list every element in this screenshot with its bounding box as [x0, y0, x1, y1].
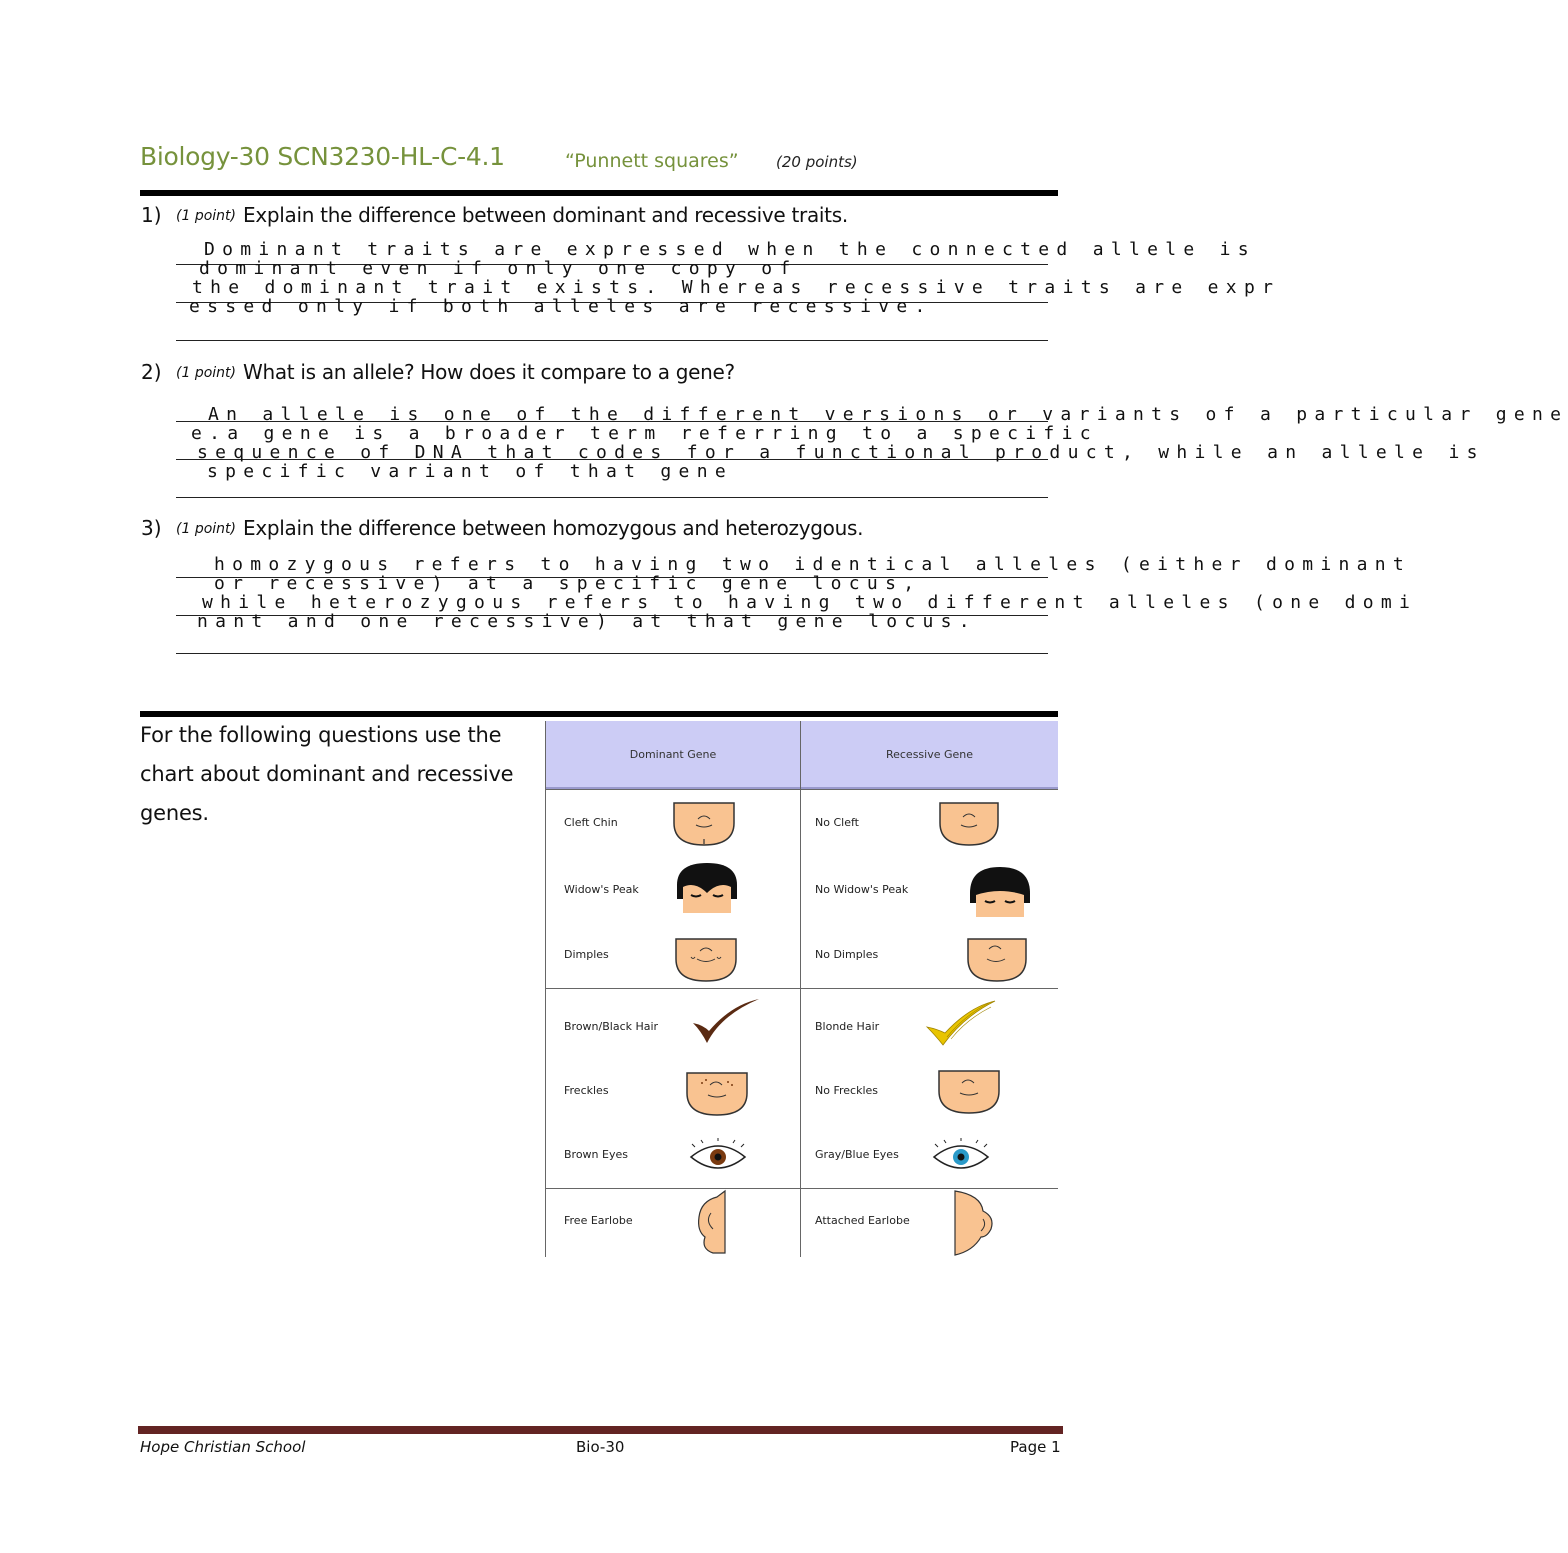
no-cleft-face-icon	[937, 801, 1001, 847]
header-rule	[140, 190, 1058, 196]
question-2-answer-line-1[interactable]: An allele is one of the different versions or variants of a particular gene	[208, 404, 1568, 425]
question-2-number: 2)	[141, 360, 162, 384]
question-1-text: Explain the difference between dominant and recessive traits.	[243, 203, 848, 227]
chart-divider	[545, 988, 1058, 989]
no-dimples-face-icon	[965, 937, 1029, 983]
footer-rule	[138, 1426, 1063, 1434]
answer-line	[176, 340, 1048, 341]
trait-dimples: Dimples	[564, 948, 609, 961]
question-1-answer-line-1[interactable]: Dominant traits are expressed when the connected allele is	[204, 239, 1256, 260]
trait-freckles: Freckles	[564, 1084, 609, 1097]
question-2-points: (1 point)	[176, 365, 236, 381]
trait-no-freckles: No Freckles	[815, 1084, 879, 1097]
footer-course: Bio-30	[576, 1438, 625, 1456]
question-1-number: 1)	[141, 203, 162, 227]
document-subtitle: “Punnett squares”	[565, 150, 739, 172]
trait-no-widows-peak: No Widow's Peak	[815, 883, 909, 896]
question-3-answer-line-4[interactable]: nant and one recessive) at that gene locus.	[197, 611, 977, 632]
trait-brown-eyes: Brown Eyes	[564, 1148, 628, 1161]
question-3-answer-line-1[interactable]: homozygous refers to having two identical alleles (either dominant	[214, 554, 1412, 575]
question-1-answer-line-4[interactable]: essed only if both alleles are recessive.	[189, 296, 933, 317]
question-2-answer-line-2[interactable]: e.a gene is a broader term referring to a specific	[191, 423, 1098, 444]
blue-eye-icon	[932, 1141, 990, 1173]
freckles-face-icon	[684, 1071, 750, 1117]
intro-line-3: genes.	[140, 801, 209, 825]
no-widows-peak-icon	[967, 863, 1033, 921]
trait-free-earlobe: Free Earlobe	[564, 1214, 633, 1227]
chart-divider	[545, 789, 1058, 790]
question-1-answer-line-2[interactable]: dominant even if only one copy of	[199, 258, 798, 279]
dimples-face-icon	[673, 937, 739, 983]
blonde-hair-icon	[925, 997, 997, 1047]
attached-earlobe-icon	[951, 1191, 997, 1255]
chart-column-divider	[800, 721, 801, 1257]
trait-brown-black-hair: Brown/Black Hair	[564, 1020, 659, 1033]
recessive-gene-header: Recessive Gene	[885, 747, 974, 761]
chart-divider	[545, 1188, 1058, 1189]
document-title: Biology-30 SCN3230-HL-C-4.1	[140, 142, 505, 171]
question-3-answer-line-3[interactable]: while heterozygous refers to having two different alleles (one domi	[202, 592, 1418, 613]
question-3-number: 3)	[141, 516, 162, 540]
dominant-gene-header: Dominant Gene	[629, 747, 717, 761]
question-1-answer-line-3[interactable]: the dominant trait exists. Whereas recessive traits are expr	[192, 277, 1281, 298]
cleft-chin-face-icon	[670, 801, 738, 847]
trait-no-dimples: No Dimples	[815, 948, 879, 961]
intro-line-2: chart about dominant and recessive	[140, 762, 514, 786]
question-2-text: What is an allele? How does it compare to a gene?	[243, 360, 735, 384]
question-3-answer-line-2[interactable]: or recessive) at a specific gene locus,	[214, 573, 922, 594]
footer-page-number: Page 1	[1010, 1438, 1061, 1456]
trait-gray-blue-eyes: Gray/Blue Eyes	[815, 1148, 899, 1161]
trait-no-cleft: No Cleft	[815, 816, 859, 829]
intro-line-1: For the following questions use the	[140, 723, 502, 747]
question-3-points: (1 point)	[176, 521, 236, 537]
trait-cleft-chin: Cleft Chin	[564, 816, 618, 829]
footer-school: Hope Christian School	[140, 1438, 306, 1456]
question-2-answer-line-4[interactable]: specific variant of that gene	[207, 461, 733, 482]
traits-chart	[545, 721, 1058, 1257]
free-earlobe-icon	[695, 1191, 735, 1253]
answer-line	[176, 653, 1048, 654]
trait-attached-earlobe: Attached Earlobe	[815, 1214, 910, 1227]
question-1-points: (1 point)	[176, 208, 236, 224]
trait-widows-peak: Widow's Peak	[564, 883, 639, 896]
brown-hair-icon	[691, 997, 761, 1045]
question-3-text: Explain the difference between homozygous and heterozygous.	[243, 516, 864, 540]
question-2-answer-line-3[interactable]: sequence of DNA that codes for a functional product, while an allele is	[197, 442, 1485, 463]
brown-eye-icon	[689, 1141, 747, 1173]
no-freckles-face-icon	[936, 1069, 1002, 1115]
widows-peak-icon	[675, 859, 739, 917]
section-rule	[140, 711, 1058, 717]
total-points: (20 points)	[776, 153, 858, 171]
trait-blonde-hair: Blonde Hair	[815, 1020, 880, 1033]
chart-header-row	[545, 721, 1058, 789]
chart-border-left	[545, 721, 546, 1257]
answer-line	[176, 497, 1048, 498]
